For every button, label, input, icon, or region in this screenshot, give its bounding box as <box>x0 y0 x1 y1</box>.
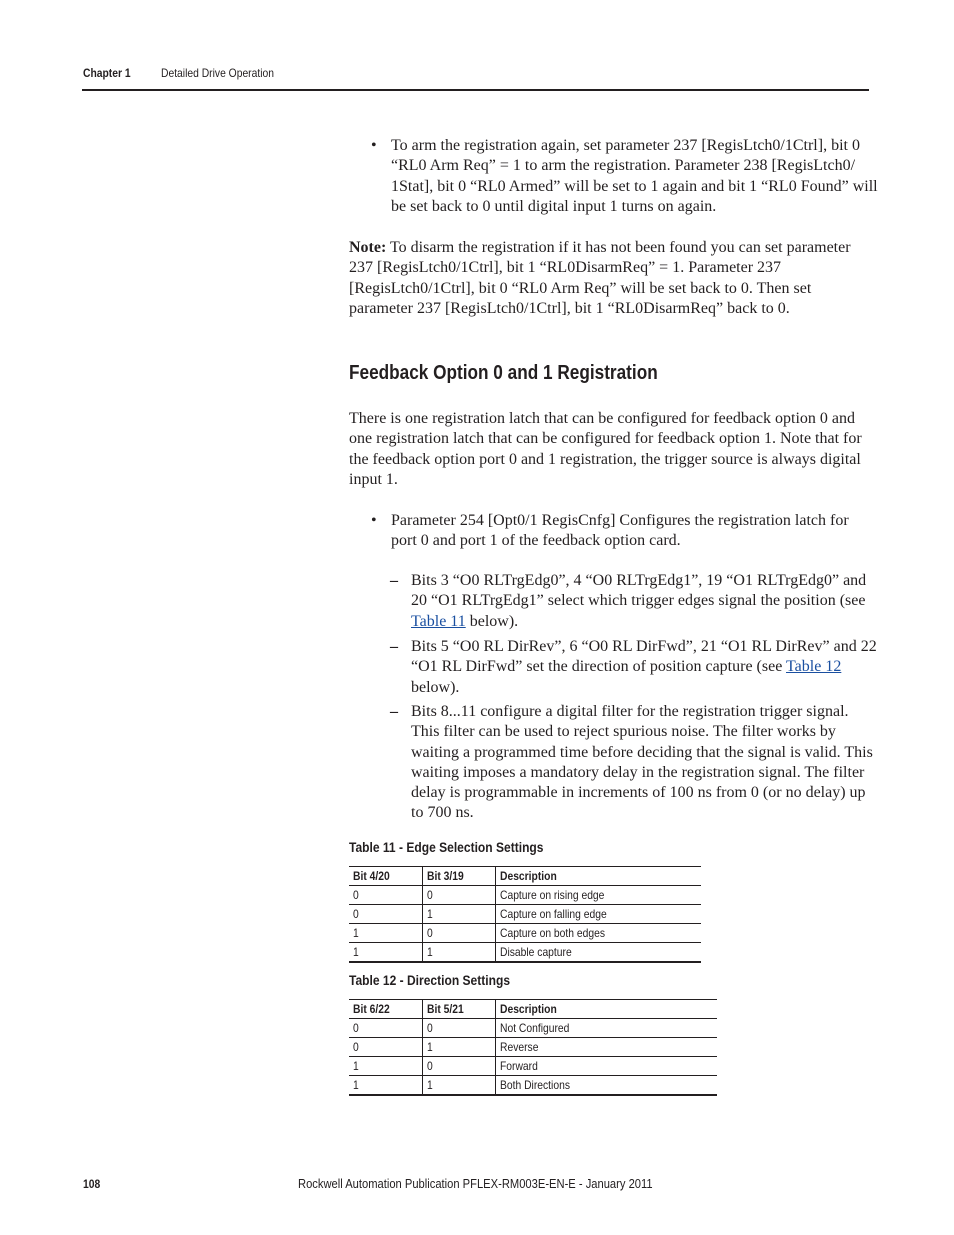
column-header: Bit 6/22 <box>349 1000 422 1019</box>
direction-settings-table <box>349 999 717 1096</box>
header-title: Detailed Drive Operation <box>161 66 275 80</box>
column-header: Description <box>495 1000 717 1019</box>
section-heading: Feedback Option 0 and 1 Registration <box>349 362 658 384</box>
text-line: waiting a programmed time before deciding that the signal is valid. This <box>411 743 873 761</box>
table-cell: Disable capture <box>495 943 701 963</box>
text-line: the feedback option port 0 and 1 registration, the trigger source is always digital <box>349 450 861 468</box>
text-line: 237 [RegisLtch0/1Ctrl], bit 1 “RL0DisarmReq” = 1. Parameter 237 <box>349 259 782 277</box>
text-line: parameter 237 [RegisLtch0/1Ctrl], bit 1 “RL0DisarmReq” back to 0. <box>349 299 790 317</box>
table-12-link[interactable]: Table 12 <box>786 658 842 676</box>
table-cell: Capture on falling edge <box>495 905 701 924</box>
dash-item-direction <box>390 637 877 698</box>
dash-mark: – <box>390 572 398 589</box>
table-row <box>349 1038 717 1057</box>
table-cell: 1 <box>422 1038 495 1057</box>
text-line: Bits 8...11 configure a digital filter for the registration trigger signal. <box>411 703 849 720</box>
table-row <box>349 924 701 943</box>
table-cell: Reverse <box>495 1038 717 1057</box>
table-cell: 1 <box>349 1057 422 1076</box>
dash-item-digital-filter <box>390 702 873 824</box>
column-header: Bit 4/20 <box>349 867 422 886</box>
column-header: Description <box>495 867 701 886</box>
table-cell: 0 <box>349 1019 422 1038</box>
bullet-arm-registration <box>371 136 878 217</box>
table-11-link[interactable]: Table 11 <box>411 612 466 630</box>
table-row <box>349 943 701 963</box>
bullet-mark: • <box>371 137 377 154</box>
table-cell: 0 <box>422 1057 495 1076</box>
table-cell: Forward <box>495 1057 717 1076</box>
publication-info: Rockwell Automation Publication PFLEX-RM003E-EN-E - January 2011 <box>298 1176 653 1191</box>
table-cell: 0 <box>422 1019 495 1038</box>
header-chapter: Chapter 1 <box>83 66 131 80</box>
table-cell: 1 <box>422 1076 495 1096</box>
table-cell: Not Configured <box>495 1019 717 1038</box>
note-label: Note: <box>349 239 387 256</box>
dash-mark: – <box>390 638 398 655</box>
text-line: “RL0 Arm Req” = 1 to arm the registration. Parameter 238 [RegisLtch0/ <box>391 157 856 175</box>
text-line: one registration latch that can be configured for feedback option 1. Note that for <box>349 430 862 448</box>
table-header-row <box>349 867 701 886</box>
table-cell: 1 <box>422 905 495 924</box>
table-cell: Capture on both edges <box>495 924 701 943</box>
text-line: port 0 and port 1 of the feedback option card. <box>391 532 681 550</box>
text-line: Bits 3 “O0 RLTrgEdg0”, 4 “O0 RLTrgEdg1”, 19 “O1 RLTrgEdg0” and <box>411 572 867 589</box>
table-11-caption: Table 11 - Edge Selection Settings <box>349 839 544 855</box>
bullet-mark: • <box>371 512 377 529</box>
text-line: below). <box>411 678 460 696</box>
text-line: Bits 5 “O0 RL DirRev”, 6 “O0 RL DirFwd”, 21 “O1 RL DirRev” and 22 <box>411 638 877 655</box>
column-header: Bit 3/19 <box>422 867 495 886</box>
table-cell: 0 <box>422 886 495 905</box>
table-row <box>349 1076 717 1096</box>
intro-paragraph <box>349 409 869 490</box>
table-cell: 1 <box>349 943 422 963</box>
table-row <box>349 905 701 924</box>
table-cell: 1 <box>349 1076 422 1096</box>
dash-mark: – <box>390 703 398 720</box>
text-line: [RegisLtch0/1Ctrl], bit 0 “RL0 Arm Req” will be set back to 0. Then set <box>349 279 812 297</box>
text-line: input 1. <box>349 470 398 488</box>
bullet-parameter-254 <box>371 511 849 552</box>
table-12-caption: Table 12 - Direction Settings <box>349 972 511 988</box>
text-line: This filter can be used to reject spurious noise. The filter works by <box>411 723 836 741</box>
table-cell: 0 <box>349 886 422 905</box>
text-line: waiting imposes a mandatory delay in the registration signal. The filter <box>411 763 865 781</box>
text-line: There is one registration latch that can be configured for feedback option 0 and <box>349 410 856 427</box>
text-line: be set back to 0 until digital input 1 turns on again. <box>391 197 717 215</box>
column-header: Bit 5/21 <box>422 1000 495 1019</box>
text-line: delay is programmable in increments of 100 ns from 0 (or no delay) up <box>411 784 866 802</box>
text-line: 1Stat], bit 0 “RL0 Armed” will be set to 1 again and bit 1 “RL0 Found” will <box>391 177 878 195</box>
table-cell: Capture on rising edge <box>495 886 701 905</box>
text-line: Table 11 below). <box>411 612 519 630</box>
text-line: to 700 ns. <box>411 804 474 822</box>
page-number: 108 <box>83 1177 101 1191</box>
table-row <box>349 1019 717 1038</box>
header-rule <box>82 89 869 91</box>
table-cell: 0 <box>422 924 495 943</box>
table-cell: 1 <box>349 924 422 943</box>
text-line: “O1 RL DirFwd” set the direction of position capture (see Table 12 <box>411 658 842 676</box>
text-line: 20 “O1 RLTrgEdg1” select which trigger edges signal the position (see <box>411 592 866 610</box>
table-header-row <box>349 1000 717 1019</box>
table-row <box>349 886 701 905</box>
text-line: Parameter 254 [Opt0/1 RegisCnfg] Configures the registration latch for <box>391 512 849 529</box>
table-row <box>349 1057 717 1076</box>
table-cell: Both Directions <box>495 1076 717 1096</box>
table-cell: 0 <box>349 1038 422 1057</box>
note-paragraph <box>349 238 869 319</box>
table-cell: 1 <box>422 943 495 963</box>
text-line: To arm the registration again, set parameter 237 [RegisLtch0/1Ctrl], bit 0 <box>391 137 860 154</box>
dash-item-trigger-edges <box>390 571 867 632</box>
edge-selection-table <box>349 866 701 963</box>
table-cell: 0 <box>349 905 422 924</box>
text-line: Note: To disarm the registration if it has not been found you can set parameter <box>349 239 851 256</box>
